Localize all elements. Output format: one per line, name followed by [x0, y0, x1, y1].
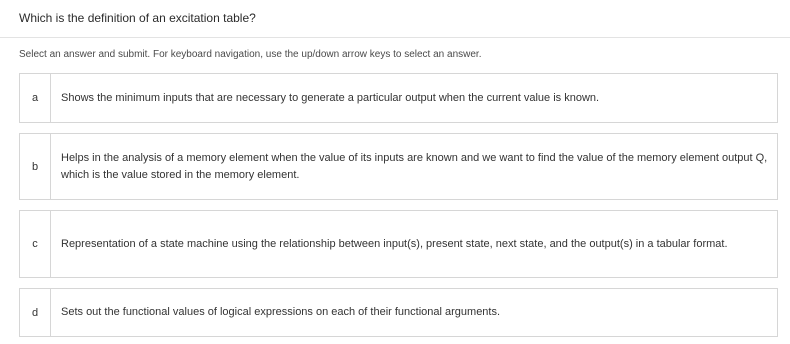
option-letter: c: [20, 211, 51, 277]
instructions-text: Select an answer and submit. For keyboard navigation, use the up/down arrow keys to select an answer.: [19, 49, 482, 60]
answer-option-a[interactable]: [19, 73, 778, 123]
option-text: Shows the minimum inputs that are necessary to generate a particular output when the current value is known.: [61, 91, 600, 104]
option-text: Representation of a state machine using the relationship between input(s), present state, next state, and the output(s) in a tabular format.: [61, 237, 728, 250]
answer-option-c[interactable]: [19, 210, 778, 278]
answer-option-b[interactable]: [19, 133, 778, 200]
answer-option-d[interactable]: [19, 288, 778, 337]
divider: [0, 37, 790, 38]
question-text: Which is the definition of an excitation table?: [19, 11, 256, 25]
option-text: Helps in the analysis of a memory element when the value of its inputs are known and we want to find the value of the memory element output Q, which is the value stored in the memory element.: [61, 151, 768, 181]
option-text: Sets out the functional values of logical expressions on each of their functional arguments.: [61, 306, 501, 318]
option-letter: d: [20, 289, 51, 336]
option-letter: b: [20, 134, 51, 199]
option-letter: a: [20, 74, 51, 122]
